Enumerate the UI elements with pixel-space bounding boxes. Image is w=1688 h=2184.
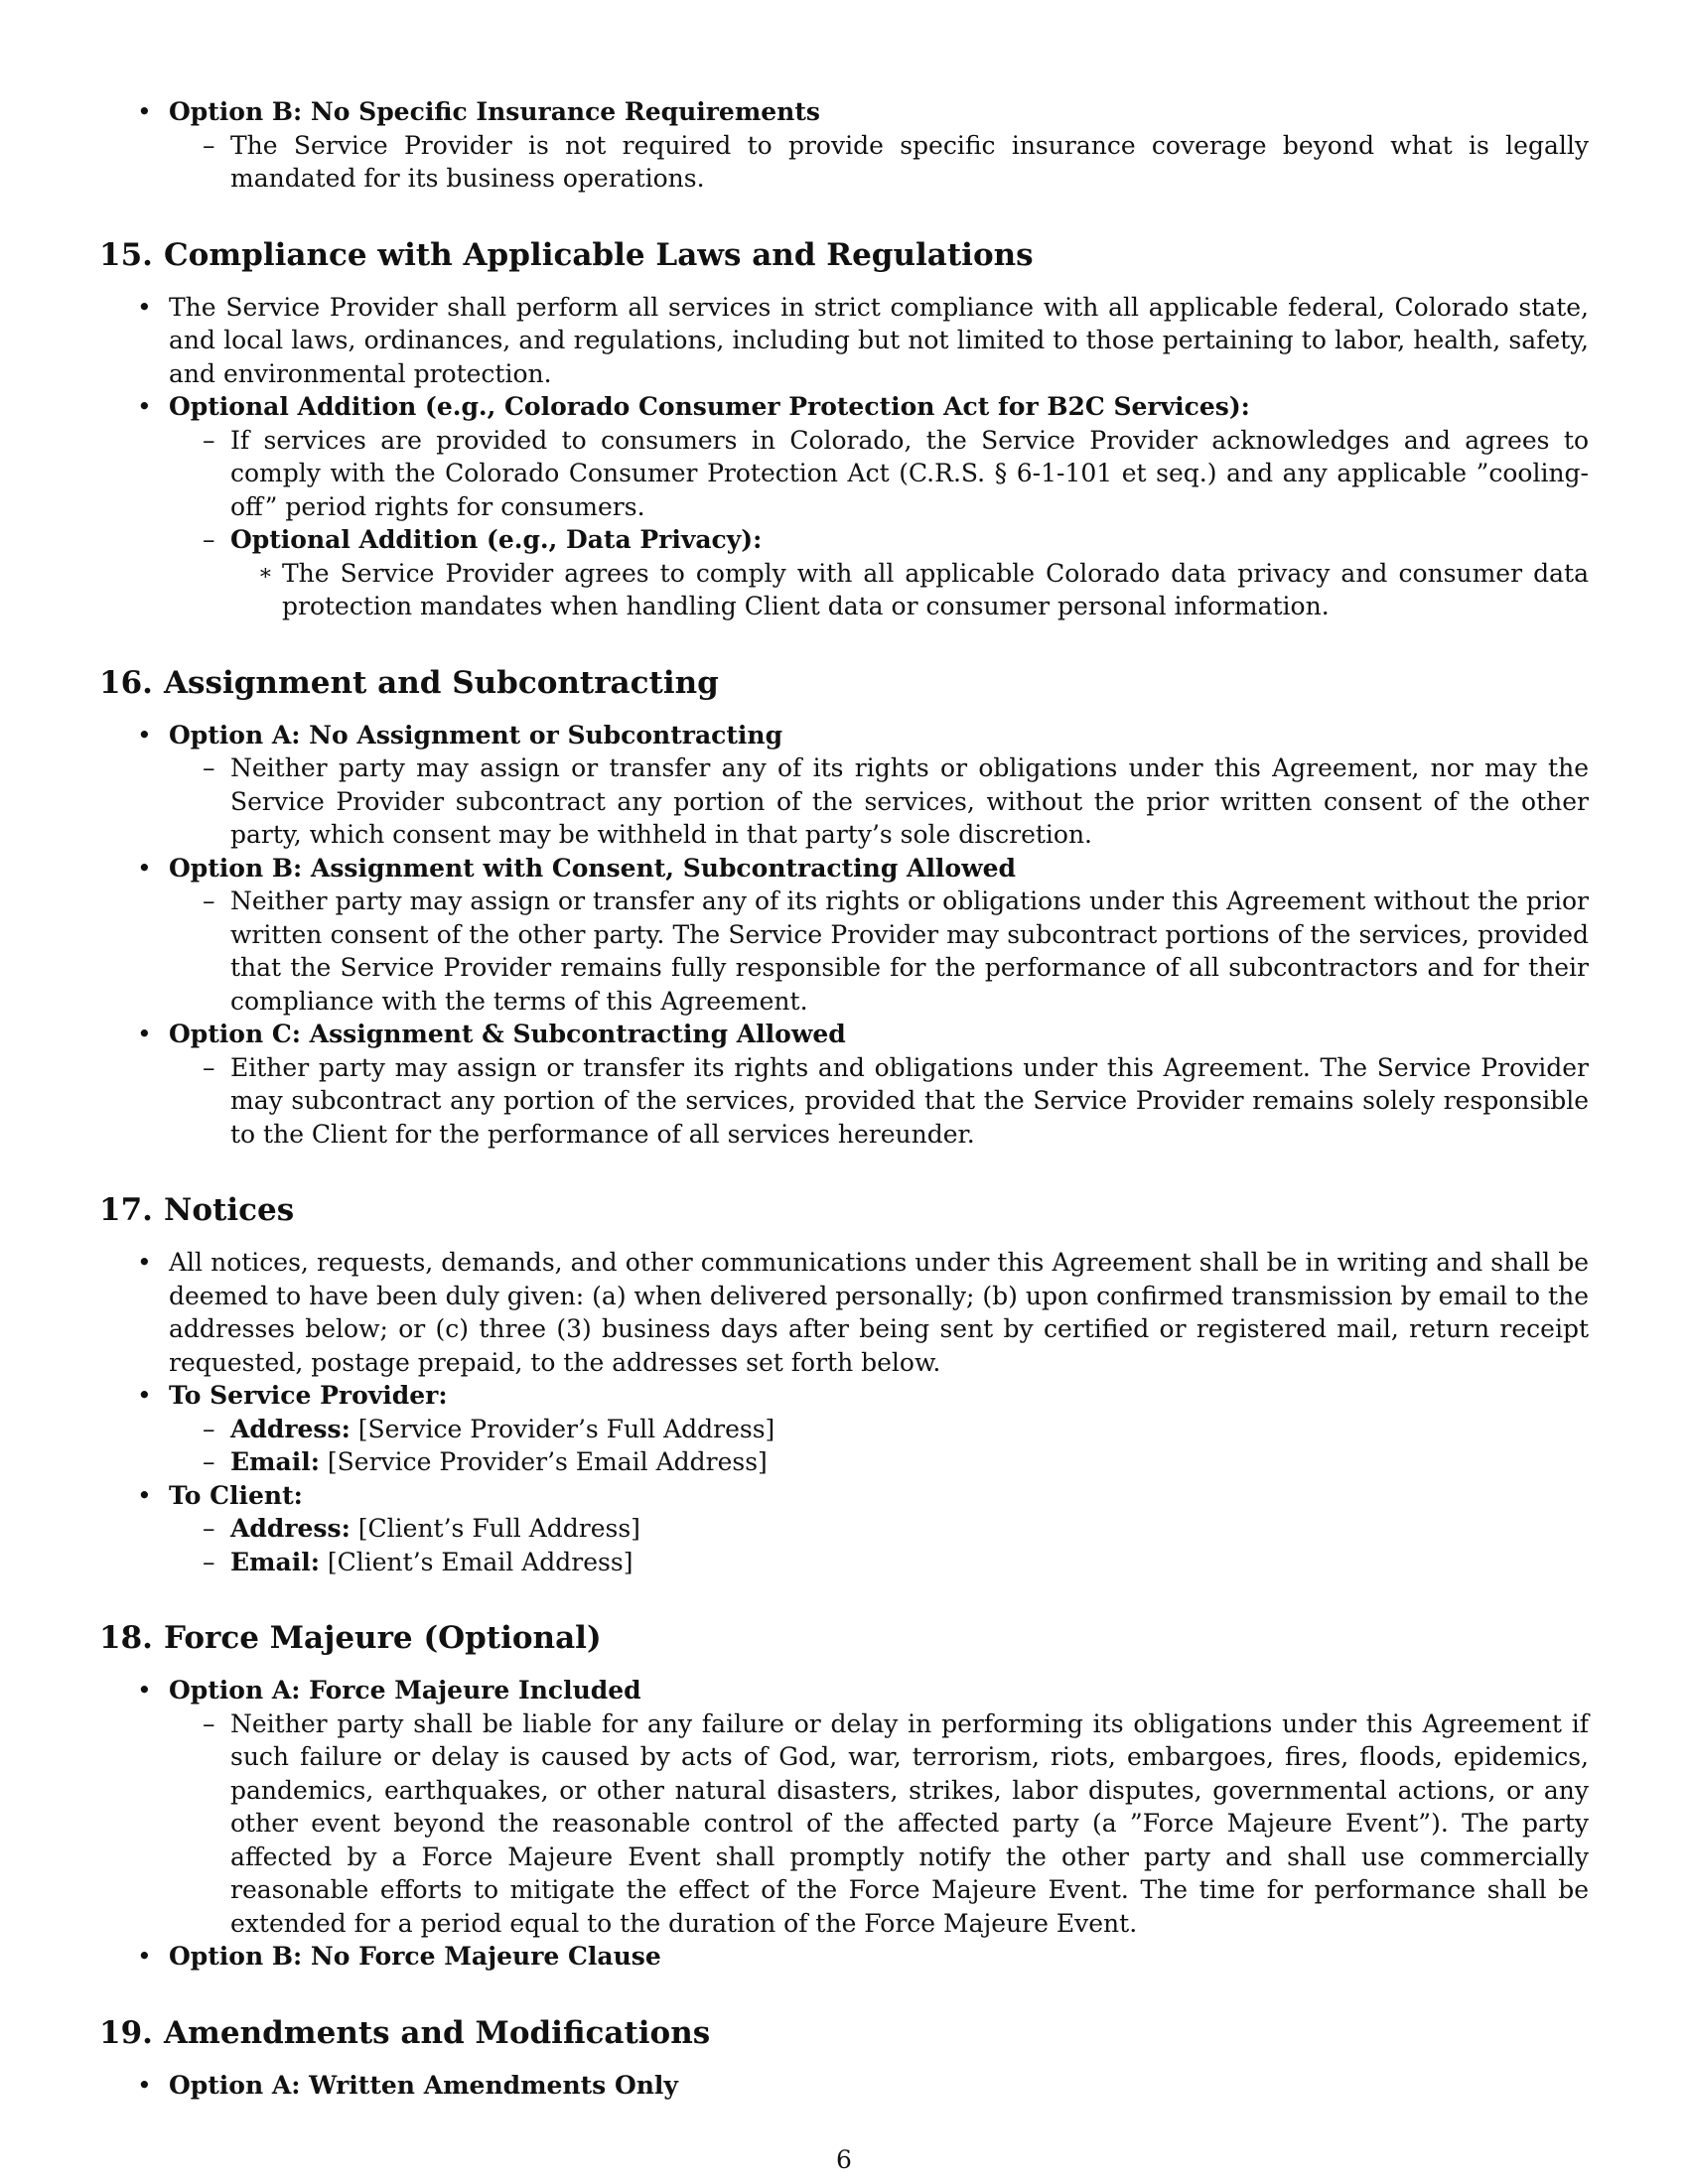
list-item: • All notices, requests, demands, and other communications under this Agreement shall be in writing and shall be deemed to have been duly given: (a) when delivered personally; (b) upon confirmed transmission by email to the addresses below; or (c) three (3) business days after being sent by certified or registered mail, return receipt requested, postage prepaid, to the addresses set forth below. xyxy=(99,1246,1589,1379)
list-item: – Either party may assign or transfer its rights and obligations under this Agreement. The Service Provider may subcontract any portion of the services, provided that the Service Provider remains solely responsible to the Client for the performance of all services hereunder. xyxy=(169,1051,1589,1152)
option-label: Option A: Written Amendments Only xyxy=(169,2070,678,2100)
list-item xyxy=(99,1674,1589,1940)
list-item: – Email: [Service Provider’s Email Address] xyxy=(169,1445,1589,1479)
insurance-options-list xyxy=(99,95,1589,196)
section-heading-15: 15. Compliance with Applicable Laws and Regulations xyxy=(99,236,1034,273)
list-item xyxy=(99,2069,1589,2103)
list-item xyxy=(99,1479,1589,1579)
section-heading-17: 17. Notices xyxy=(99,1192,295,1228)
section-15-list xyxy=(99,291,1589,623)
list-item: – Neither party may assign or transfer any of its rights or obligations under this Agreement without the prior written consent of the other party. The Service Provider may subcontract portions of the services, provided that the Service Provider remains fully responsible for the performance of all subcontractors and for their compliance with the terms of this Agreement. xyxy=(169,885,1589,1018)
page-number: 6 xyxy=(836,2145,852,2174)
option-label: Option C: Assignment & Subcontracting Allowed xyxy=(169,1020,846,1048)
list-item xyxy=(99,1018,1589,1151)
list-item xyxy=(99,390,1589,623)
list-item xyxy=(99,1379,1589,1479)
list-item: – The Service Provider is not required to provide specific insurance coverage beyond what is legally mandated for its business operations. xyxy=(169,129,1589,196)
option-label: To Service Provider: xyxy=(169,1381,448,1410)
option-label: Option B: No Specific Insurance Requirements xyxy=(169,97,820,126)
section-16-list xyxy=(99,719,1589,1152)
section-19-list xyxy=(99,2069,1589,2103)
list-item: – Neither party shall be liable for any failure or delay in performing its obligations under this Agreement if such failure or delay is caused by acts of God, war, terrorism, riots, embargoes, fires, floods, epidemics, pandemics, earthquakes, or other natural disasters, strikes, labor disputes, governmental actions, or any other event beyond the reasonable control of the affected party (a ”Force Majeure Event”). The party affected by a Force Majeure Event shall promptly notify the other party and shall use commercially reasonable efforts to mitigate the effect of the Force Majeure Event. The time for performance shall be extended for a period equal to the duration of the Force Majeure Event. xyxy=(169,1707,1589,1941)
list-item xyxy=(99,719,1589,852)
section-heading-19: 19. Amendments and Modifications xyxy=(99,2014,711,2051)
option-label: Option B: No Force Majeure Clause xyxy=(169,1942,661,1971)
option-label: Optional Addition (e.g., Data Privacy): xyxy=(230,525,763,554)
option-label: To Client: xyxy=(169,1480,303,1510)
list-item: – Neither party may assign or transfer any of its rights or obligations under this Agreement, nor may the Service Provider subcontract any portion of the services, without the prior written consent of the other party, which consent may be withheld in that party’s sole discretion. xyxy=(169,751,1589,852)
list-item: • The Service Provider shall perform all services in strict compliance with all applicable federal, Colorado state, and local laws, ordinances, and regulations, including but not limited to those pertaining to labor, health, safety, and environmental protection. xyxy=(99,291,1589,391)
option-label: Option A: No Assignment or Subcontracting xyxy=(169,720,783,750)
section-17-list xyxy=(99,1246,1589,1578)
list-item: – Address: [Client’s Full Address] xyxy=(169,1512,1589,1546)
list-item: – Email: [Client’s Email Address] xyxy=(169,1546,1589,1579)
list-item: ∗ The Service Provider agrees to comply with all applicable Colorado data privacy and consumer data protection mandates when handling Client data or consumer personal information. xyxy=(230,557,1589,623)
list-item xyxy=(99,95,1589,196)
section-heading-18: 18. Force Majeure (Optional) xyxy=(99,1620,602,1656)
list-item xyxy=(169,523,1589,623)
section-18-list xyxy=(99,1674,1589,1974)
document-page xyxy=(99,95,1589,2102)
list-item: – If services are provided to consumers in Colorado, the Service Provider acknowledges and agrees to comply with the Colorado Consumer Protection Act (C.R.S. § 6-1-101 et seq.) and any applicable ”cooling-off” period rights for consumers. xyxy=(169,424,1589,524)
option-label: Optional Addition (e.g., Colorado Consumer Protection Act for B2C Services): xyxy=(169,392,1250,421)
list-item xyxy=(99,1940,1589,1974)
list-item xyxy=(99,852,1589,1019)
option-label: Option B: Assignment with Consent, Subcontracting Allowed xyxy=(169,853,1017,883)
option-label: Option A: Force Majeure Included xyxy=(169,1676,641,1705)
section-heading-16: 16. Assignment and Subcontracting xyxy=(99,664,719,701)
list-item: – Address: [Service Provider’s Full Address] xyxy=(169,1413,1589,1446)
